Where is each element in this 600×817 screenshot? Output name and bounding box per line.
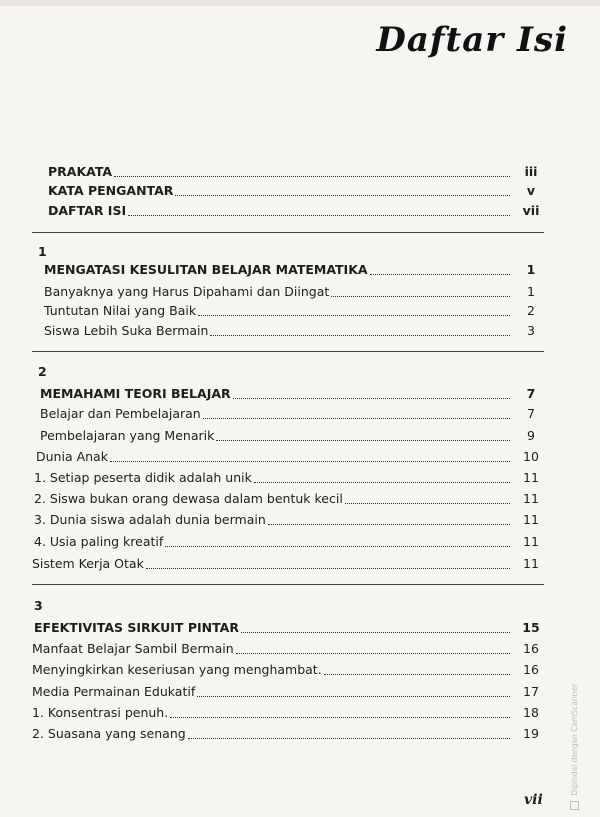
page-number: vii (524, 792, 543, 808)
toc-entry-label: Belajar dan Pembelajaran (40, 406, 201, 421)
toc-entry-label: MENGATASI KESULITAN BELAJAR MATEMATIKA (44, 262, 368, 277)
toc-entry-page: 11 (523, 491, 539, 506)
chapter-number-2: 2 (38, 364, 47, 379)
toc-entry-page: iii (524, 164, 538, 179)
toc-entry (32, 641, 548, 657)
toc-chapter-title (34, 620, 548, 636)
toc-entry-prakata (48, 164, 548, 180)
toc-entry-label: Banyaknya yang Harus Dipahami dan Diingat (44, 284, 330, 299)
dot-leader (216, 439, 510, 441)
toc-entry-page: v (526, 183, 536, 198)
toc-entry-page: 2 (527, 303, 535, 318)
dot-leader (268, 523, 510, 525)
toc-entry-label: 2. Siswa bukan orang dewasa dalam bentuk kecil (34, 491, 343, 506)
toc-entry (34, 534, 548, 550)
dot-leader (370, 273, 510, 275)
toc-entry-daftar-isi (48, 203, 548, 219)
toc-entry-label: 2. Suasana yang senang (32, 726, 186, 741)
toc-entry-label: Pembelajaran yang Menarik (40, 428, 215, 443)
toc-entry-page: 3 (527, 323, 535, 338)
dot-leader (165, 545, 510, 547)
dot-leader (331, 295, 510, 297)
dot-leader (146, 567, 510, 569)
toc-entry-page: 7 (526, 386, 536, 401)
toc-chapter-title (40, 386, 548, 402)
watermark-text: Dipindai dengan CamScanner (570, 683, 579, 796)
dot-leader (203, 417, 510, 419)
toc-entry-label: KATA PENGANTAR (48, 183, 174, 198)
dot-leader (198, 314, 510, 316)
section-divider (32, 351, 544, 352)
toc-chapter-title (44, 262, 548, 278)
toc-entry (32, 726, 548, 742)
dot-leader (324, 673, 510, 675)
toc-entry-page: 17 (523, 684, 539, 699)
toc-entry-page: 10 (523, 449, 539, 464)
toc-entry-page: 16 (523, 662, 539, 677)
dot-leader (241, 631, 510, 633)
toc-entry-label: MEMAHAMI TEORI BELAJAR (40, 386, 231, 401)
toc-entry (40, 428, 548, 444)
dot-leader (254, 481, 510, 483)
toc-entry-page: vii (522, 203, 540, 218)
toc-entry-label: Media Permainan Edukatif (32, 684, 196, 699)
toc-entry (36, 449, 548, 465)
toc-entry (44, 323, 548, 339)
chapter-number-1: 1 (38, 244, 47, 259)
toc-entry-label: Sistem Kerja Otak (32, 556, 144, 571)
toc-entry-label: 3. Dunia siswa adalah dunia bermain (34, 512, 266, 527)
scanner-watermark (570, 683, 588, 810)
toc-entry-page: 11 (523, 470, 539, 485)
toc-entry-kata-pengantar (48, 183, 548, 199)
toc-entry (32, 684, 548, 700)
section-divider (32, 232, 544, 233)
toc-entry-page: 7 (527, 406, 535, 421)
toc-entry (34, 470, 548, 486)
toc-entry-page: 16 (523, 641, 539, 656)
dot-leader (110, 460, 510, 462)
toc-entry (34, 512, 548, 528)
page-title: Daftar Isi (376, 20, 568, 60)
toc-entry-label: PRAKATA (48, 164, 113, 179)
toc-entry-page: 11 (523, 512, 539, 527)
toc-entry-page: 19 (523, 726, 539, 741)
toc-entry-label: DAFTAR ISI (48, 203, 127, 218)
toc-entry (32, 662, 548, 678)
toc-entry-label: 1. Konsentrasi penuh. (32, 705, 169, 720)
toc-entry-page: 11 (523, 534, 539, 549)
dot-leader (170, 716, 510, 718)
page-top-edge (0, 0, 600, 6)
dot-leader (114, 175, 510, 177)
dot-leader (175, 194, 510, 196)
dot-leader (188, 737, 510, 739)
toc-entry-label: Menyingkirkan keseriusan yang menghambat. (32, 662, 322, 677)
toc-entry-page: 18 (523, 705, 539, 720)
toc-entry (44, 303, 548, 319)
toc-entry (44, 284, 548, 300)
toc-entry-page: 15 (522, 620, 540, 635)
toc-entry-page: 9 (527, 428, 535, 443)
toc-entry (34, 491, 548, 507)
dot-leader (197, 695, 510, 697)
toc-entry-label: 4. Usia paling kreatif (34, 534, 164, 549)
toc-entry-label: Manfaat Belajar Sambil Bermain (32, 641, 234, 656)
toc-entry (32, 556, 548, 572)
toc-entry (40, 406, 548, 422)
dot-leader (345, 502, 510, 504)
toc-entry-page: 1 (527, 284, 535, 299)
dot-leader (233, 397, 510, 399)
toc-entry-label: Dunia Anak (36, 449, 108, 464)
section-divider (32, 584, 544, 585)
camscanner-icon (571, 801, 580, 810)
toc-entry-page: 1 (526, 262, 536, 277)
toc-entry-label: Siswa Lebih Suka Bermain (44, 323, 209, 338)
toc-entry (32, 705, 548, 721)
toc-entry-page: 11 (523, 556, 539, 571)
chapter-number-3: 3 (34, 598, 43, 613)
toc-entry-label: Tuntutan Nilai yang Baik (44, 303, 197, 318)
toc-entry-label: EFEKTIVITAS SIRKUIT PINTAR (34, 620, 239, 635)
dot-leader (210, 334, 510, 336)
dot-leader (236, 652, 510, 654)
dot-leader (128, 214, 510, 216)
toc-entry-label: 1. Setiap peserta didik adalah unik (34, 470, 252, 485)
